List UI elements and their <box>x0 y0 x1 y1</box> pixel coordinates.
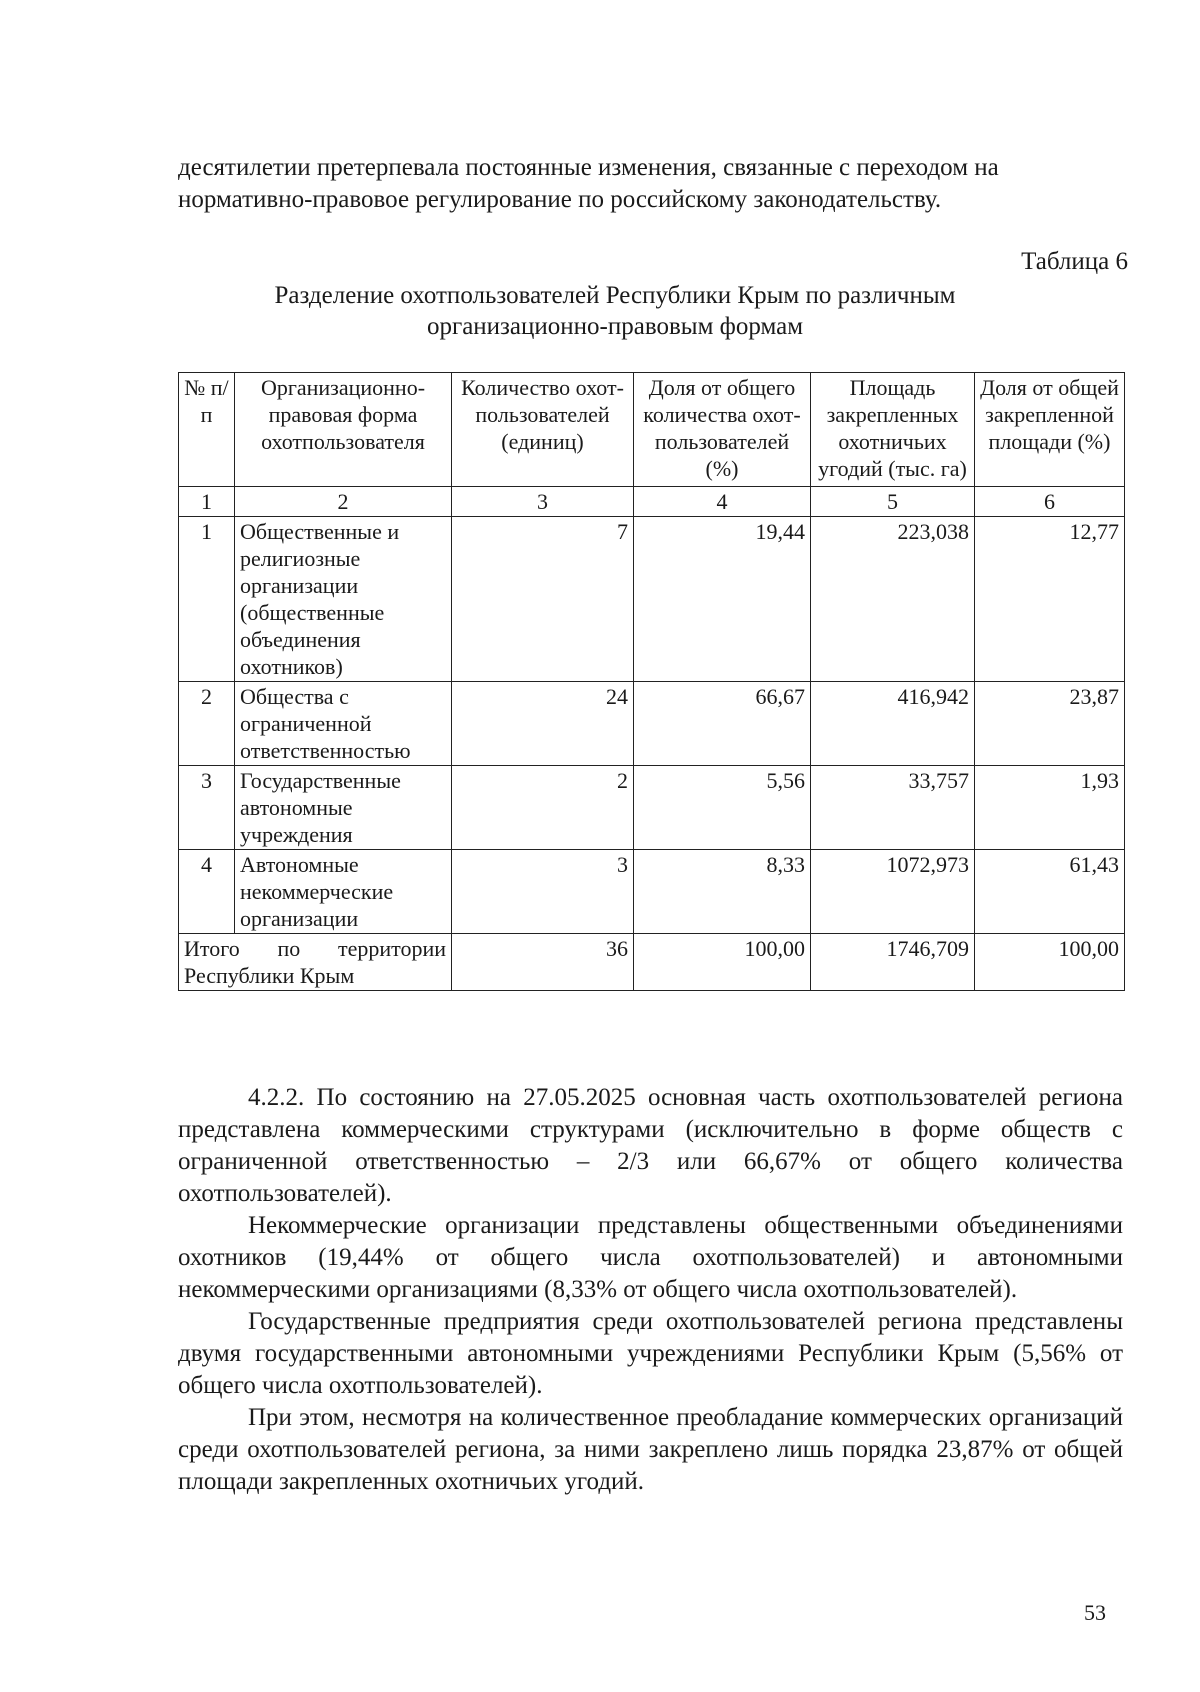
table-row <box>179 766 1125 850</box>
hunting-users-table <box>178 372 1125 991</box>
share-area-cell: 12,77 <box>975 517 1125 682</box>
page-number: 53 <box>1084 1600 1106 1625</box>
table-title-line-2: организационно-правовым формам <box>426 313 804 340</box>
table-row <box>179 517 1125 682</box>
legal-form-cell: Общественные и религиозные организации (общественные объединения охотников) <box>235 517 452 682</box>
legal-form-cell: Общества с ограниченной ответственностью <box>235 682 452 766</box>
table-total-row <box>179 934 1125 991</box>
column-number-cell: 3 <box>452 487 634 517</box>
total-share-count: 100,00 <box>634 934 811 991</box>
intro-paragraph <box>178 152 1123 216</box>
legal-form-cell: Государственные автономные учреждения <box>235 766 452 850</box>
total-share-area: 100,00 <box>975 934 1125 991</box>
column-number-cell: 2 <box>235 487 452 517</box>
share-area-cell: 61,43 <box>975 850 1125 934</box>
column-number-cell: 5 <box>811 487 975 517</box>
body-text <box>178 1082 1123 1498</box>
total-count: 36 <box>452 934 634 991</box>
header-area: Площадь закрепленных охотничьих угодий (тыс. га) <box>811 373 975 487</box>
area-cell: 1072,973 <box>811 850 975 934</box>
header-number: № п/п <box>179 373 235 487</box>
row-number: 2 <box>179 682 235 766</box>
table-row <box>179 682 1125 766</box>
paragraph-4-2-2: 4.2.2. По состоянию на 27.05.2025 основная часть охотпользователей региона представлена коммерческими структурами (исключительно в форме обществ с ограниченной ответственностью – 2/3 или 66,67% от общего количества охотпользователей). <box>178 1084 1123 1207</box>
column-number-row <box>179 487 1125 517</box>
area-cell: 33,757 <box>811 766 975 850</box>
share-count-cell: 8,33 <box>634 850 811 934</box>
share-area-cell: 1,93 <box>975 766 1125 850</box>
column-number-cell: 1 <box>179 487 235 517</box>
total-area: 1746,709 <box>811 934 975 991</box>
table-title-line-1: Разделение охотпользователей Республики Крым по различным <box>274 282 956 309</box>
header-share-count: Доля от общего количества охот-пользователей (%) <box>634 373 811 487</box>
column-number-cell: 6 <box>975 487 1125 517</box>
total-label: Итого по территории Республики Крым <box>179 934 452 991</box>
intro-line-1: десятилетии претерпевала постоянные изменения, связанные с переходом на <box>178 154 999 181</box>
area-cell: 223,038 <box>811 517 975 682</box>
paragraph-noncommercial: Некоммерческие организации представлены общественными объединениями охотников (19,44% от общего числа охотпользователей) и автономными некоммерческими организациями (8,33% от общего числа охотпользователей). <box>178 1212 1123 1303</box>
area-cell: 416,942 <box>811 682 975 766</box>
count-cell: 24 <box>452 682 634 766</box>
row-number: 1 <box>179 517 235 682</box>
intro-line-2: нормативно-правовое регулирование по российскому законодательству. <box>178 186 942 213</box>
share-count-cell: 66,67 <box>634 682 811 766</box>
legal-form-cell: Автономные некоммерческие организации <box>235 850 452 934</box>
count-cell: 2 <box>452 766 634 850</box>
count-cell: 3 <box>452 850 634 934</box>
column-number-cell: 4 <box>634 487 811 517</box>
share-count-cell: 19,44 <box>634 517 811 682</box>
paragraph-state: Государственные предприятия среди охотпользователей региона представлены двумя государственными автономными учреждениями Республики Крым (5,56% от общего числа охотпользователей). <box>178 1308 1123 1399</box>
table-title <box>230 280 1000 342</box>
table-number-label: Таблица 6 <box>1021 248 1128 275</box>
header-share-area: Доля от общей закрепленной площади (%) <box>975 373 1125 487</box>
row-number: 4 <box>179 850 235 934</box>
paragraph-area-share: При этом, несмотря на количественное преобладание коммерческих организаций среди охотпользователей региона, за ними закреплено лишь порядка 23,87% от общей площади закрепленных охотничьих угодий. <box>178 1404 1123 1495</box>
count-cell: 7 <box>452 517 634 682</box>
header-count: Количество охот-пользователей (единиц) <box>452 373 634 487</box>
share-count-cell: 5,56 <box>634 766 811 850</box>
table-header-row <box>179 373 1125 487</box>
header-legal-form: Организационно-правовая форма охотпользователя <box>235 373 452 487</box>
table-row <box>179 850 1125 934</box>
row-number: 3 <box>179 766 235 850</box>
share-area-cell: 23,87 <box>975 682 1125 766</box>
